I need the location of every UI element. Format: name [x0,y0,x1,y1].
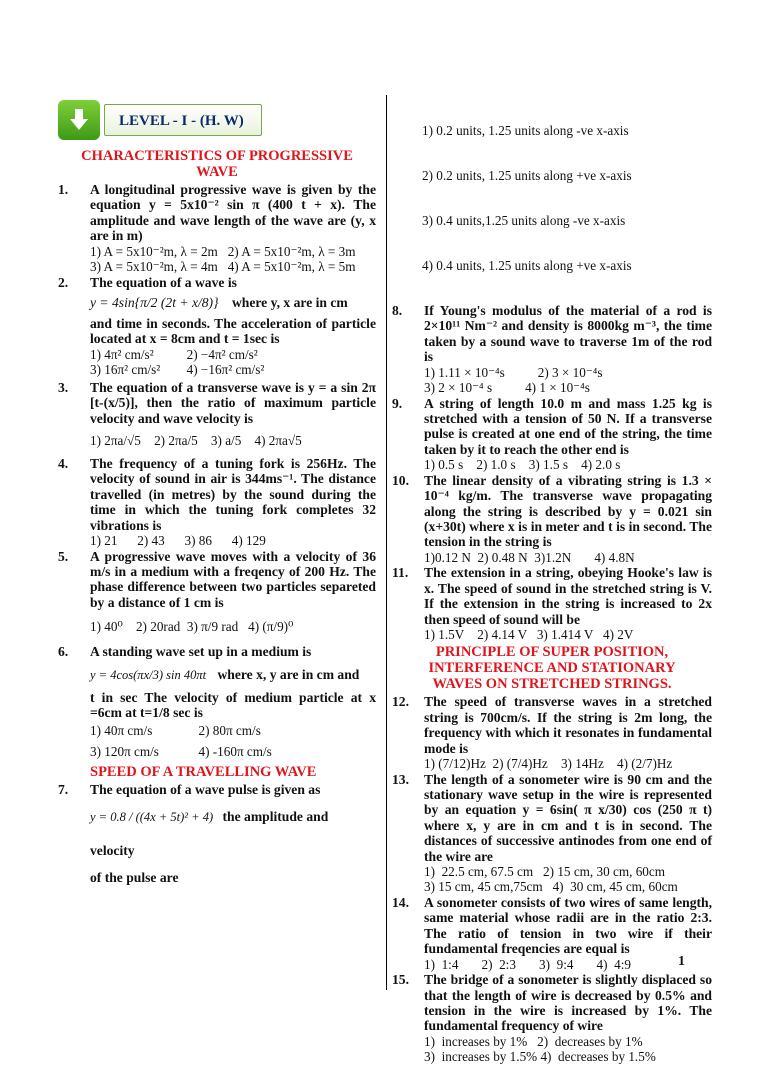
left-column: LEVEL - I - (H. W) CHARACTERISTICS OF PROGRESSIVE WAVE 1. A longitudinal progressive wave is given by the equation y = 5x10⁻² sin π (400 t + x). The amplitude and wave length of the wave are (y, x are in m) 1) A = 5x10⁻²m, λ = 2m 2) A = 5x10⁻²m, λ = 3m 3) A = 5x10⁻²m, λ = 4m 4) A = 5x10⁻²m, λ = 5m 2. The equation of a wave is y = 4sin{π/2 (2t + x/8)} where y, x are in cm and time in seconds. The acceleration of particle located at x = 8cm and t = 1sec is 1) 4π² cm/s² 2) −4π² cm/s² 3) 16π² cm/s² 4) −16π² cm/s² 3. The equation of a transverse wave is y = a sin 2π [t-(x/5)], then the ratio of maximum particle velocity and wave velocity is 1) 2πa/√5 2) 2πa/5 3) a/5 4) 2πa√5 4. The frequency of a tuning fork is 256Hz. The velocity of sound in air is 344ms⁻¹. The distance travelled (in metres) by the sound during the time in which the tuning fork completes 32 vibrations is 1) 21 2) 43 3) 86 4) 129 5. A progressive wave moves with a velocity of 36 m/s in a medium with a freqency of 200 Hz. The phase difference between two particles separeted by a distance of 1 cm is 1) 40⁰ 2) 20rad 3) π/9 rad 4) (π/9)⁰ 6. A standing wave set up in a medium is y = 4cos(πx/3) sin 40πt where x, y are in cm and t in sec The velocity of medium particle at x =6cm at t=1/8 sec is 1) 40π cm/s 2) 80π cm/s 3) 120π cm/s 4) -160π cm/s SPEED OF A TRAVELLING WAVE 7. The equation of a wave pulse is given as y = 0.8 / ((4x + 5t)² + 4) the amplitude and velocity of the pulse are [58,100,376,885]
question-8: 8. If Young's modulus of the material of a rod is 2×10¹¹ Nm⁻² and density is 8000kg m⁻³, the time taken by a sound wave to traverse 1m of the rod is [392,303,712,365]
question-9: 9. A string of length 10.0 m and mass 1.25 kg is stretched with a tension of 50 N. If a transverse pulse is created at one end of the string, the time taken by it to reach the other end is [392,395,712,457]
section-heading: CHARACTERISTICS OF PROGRESSIVE WAVE [81,148,353,180]
question-6: 6. A standing wave set up in a medium is [58,644,312,660]
q4-options: 1) 21 2) 43 3) 86 4) 129 [90,533,266,549]
q2-equation: y = 4sin{π/2 (2t + x/8)} where y, x are in cm [90,295,348,311]
q11-options: 1) 1.5V 2) 4.14 V 3) 1.414 V 4) 2V [424,626,634,642]
q1-options: 1) A = 5x10⁻²m, λ = 2m 2) A = 5x10⁻²m, λ = 3m [90,243,356,259]
q14-options: 1) 1:4 2) 2:3 3) 9:4 4) 4:9 [424,956,631,972]
q5-options: 1) 40⁰ 2) 20rad 3) π/9 rad 4) (π/9)⁰ [90,619,294,635]
section-heading: PRINCIPLE OF SUPER POSITION, INTERFERENCE AND STATIONARY WAVES ON STRETCHED STRINGS. [428,644,676,693]
q7-equation: y = 0.8 / ((4x + 5t)² + 4) the amplitude and velocity [90,808,329,858]
download-icon [58,100,100,140]
question-12: 12. The speed of transverse waves in a stretched string is 700cm/s. If the string is 2m long, the frequency with which it resonates in fundamental mode is [392,694,712,756]
level-label: LEVEL - I - (H. W) [104,104,262,136]
right-column: 1) 0.2 units, 1.25 units along -ve x-axis 2) 0.2 units, 1.25 units along +ve x-axis 3) 0.4 units,1.25 units along -ve x-axis 4) 0.4 units, 1.25 units along +ve x-axis 8. If Young's modulus of the material of a rod is 2×10¹¹ Nm⁻² and density is 8000kg m⁻³, the time taken by a sound wave to traverse 1m of the rod is 1) 1.11 × 10⁻⁴s 2) 3 × 10⁻⁴s 3) 2 × 10⁻⁴ s 4) 1 × 10⁻⁴s 9. A string of length 10.0 m and mass 1.25 kg is stretched with a tension of 50 N. If a transverse pulse is created at one end of the string, the time taken by it to reach the other end is 1) 0.5 s 2) 1.0 s 3) 1.5 s 4) 2.0 s 10. The linear density of a vibrating string is 1.3 × 10⁻⁴ kg/m. The transverse wave propagating along the string is described by y = 0.021 sin (x+30t) where x is in meter and t is in second. The tension in the string is 1)0.12 N 2) 0.48 N 3)1.2N 4) 4.8N 11. The extension in a string, obeying Hooke's law is x. The speed of sound in the stretched string is V. If the extension in the string is increased to 2x then speed of sound will be 1) 1.5V 2) 4.14 V 3) 1.414 V 4) 2V PRINCIPLE OF SUPER POSITION, INTERFERENCE AND STATIONARY WAVES ON STRETCHED STRINGS. 12. The speed of transverse waves in a stretched string is 700cm/s. If the string is 2m long, the frequency with which it resonates in fundamental mode is 1) (7/12)Hz 2) (7/4)Hz 3) 14Hz 4) (2/7)Hz 13. The length of a sonometer wire is 90 cm and the stationary wave setup in the wire is represented by an equation y = 6sin( π x/30) cos (250 π t) where x, y are in cm and t is in second. The distances of successive antinodes from one end of the wire are 1) 22.5 cm, 67.5 cm 2) 15 cm, 30 cm, 60cm 3) 15 cm, 45 cm,75cm 4) 30 cm, 45 cm, 60cm 14. A sonometer consists of two wires of same length, same material whose radii are in the ratio 2:3. The ratio of tension in two wire if their fundamental freqencies are equal is 1) 1:4 2) 2:3 3) 9:4 4) 4:9 15. The bridge of a sonometer is slightly displaced so that the length of wire is decreased by 0.5% and tension in the wire is increased by 1%. The fundamental frequency of wire 1) increases by 1% 2) decreases by 1% 3) increases by 1.5% 4) decreases by 1.5% [392,93,712,1065]
q7-options: 1) 0.2 units, 1.25 units along -ve x-axis 2) 0.2 units, 1.25 units along +ve x-axis 3) 0.4 units,1.25 units along -ve x-axis 4) 0.4 units, 1.25 units along +ve x-axis [422,123,632,273]
q15-options: 1) increases by 1% 2) decreases by 1% [424,1033,643,1049]
question-15: 15. The bridge of a sonometer is slightly displaced so that the length of wire is decreased by 0.5% and tension in the wire is increased by 1%. The fundamental frequency of wire [392,972,712,1034]
question-14: 14. A sonometer consists of two wires of same length, same material whose radii are in the ratio 2:3. The ratio of tension in two wire if their fundamental freqencies are equal is [392,894,712,957]
question-13: 13. The length of a sonometer wire is 90 cm and the stationary wave setup in the wire is represented by an equation y = 6sin( π x/30) cos (250 π t) where x, y are in cm and t is in second. The distances of successive antinodes from one end of the wire are [392,771,712,864]
q9-options: 1) 0.5 s 2) 1.0 s 3) 1.5 s 4) 2.0 s [424,457,621,473]
question-2: 2. The equation of a wave is [58,274,237,290]
column-divider [386,95,387,990]
q13-options: 1) 22.5 cm, 67.5 cm 2) 15 cm, 30 cm, 60cm [424,863,666,879]
q10-options: 1)0.12 N 2) 0.48 N 3)1.2N 4) 4.8N [424,549,635,565]
question-11: 11. The extension in a string, obeying Hooke's law is x. The speed of sound in the stretched string is V. If the extension in the string is increased to 2x then speed of sound will be [392,565,712,627]
question-10: 10. The linear density of a vibrating string is 1.3 × 10⁻⁴ kg/m. The transverse wave propagating along the string is described by y = 0.021 sin (x+30t) where x is in meter and t is in second. The tension in the string is [392,472,712,550]
q3-options: 1) 2πa/√5 2) 2πa/5 3) a/5 4) 2πa√5 [90,433,302,449]
question-4: 4. The frequency of a tuning fork is 256Hz. The velocity of sound in air is 344ms⁻¹. The distance travelled (in metres) by the sound during the time in which the tuning fork completes 32 vibrations is [58,456,376,533]
level-badge [58,100,264,140]
q12-options: 1) (7/12)Hz 2) (7/4)Hz 3) 14Hz 4) (2/7)Hz [424,756,673,772]
q2-options: 1) 4π² cm/s² 2) −4π² cm/s² [90,346,258,362]
section-heading: SPEED OF A TRAVELLING WAVE [90,764,317,781]
q6-equation: y = 4cos(πx/3) sin 40πt where x, y are in cm and [90,666,360,682]
question-1: 1. A longitudinal progressive wave is given by the equation y = 5x10⁻² sin π (400 t + x). The amplitude and wave length of the wave are (y, x are in m) [58,182,376,244]
q8-options: 1) 1.11 × 10⁻⁴s 2) 3 × 10⁻⁴s [424,364,603,380]
question-7: 7. The equation of a wave pulse is given as [58,782,321,798]
q6-options: 1) 40π cm/s 2) 80π cm/s [90,723,261,739]
page-number: 1 [678,954,685,969]
question-5: 5. A progressive wave moves with a velocity of 36 m/s in a medium with a freqency of 200 Hz. The phase difference between two particles separeted by a distance of 1 cm is [58,548,376,610]
question-3: 3. The equation of a transverse wave is y = a sin 2π [t-(x/5)], then the ratio of maximum particle velocity and wave velocity is [58,379,376,426]
